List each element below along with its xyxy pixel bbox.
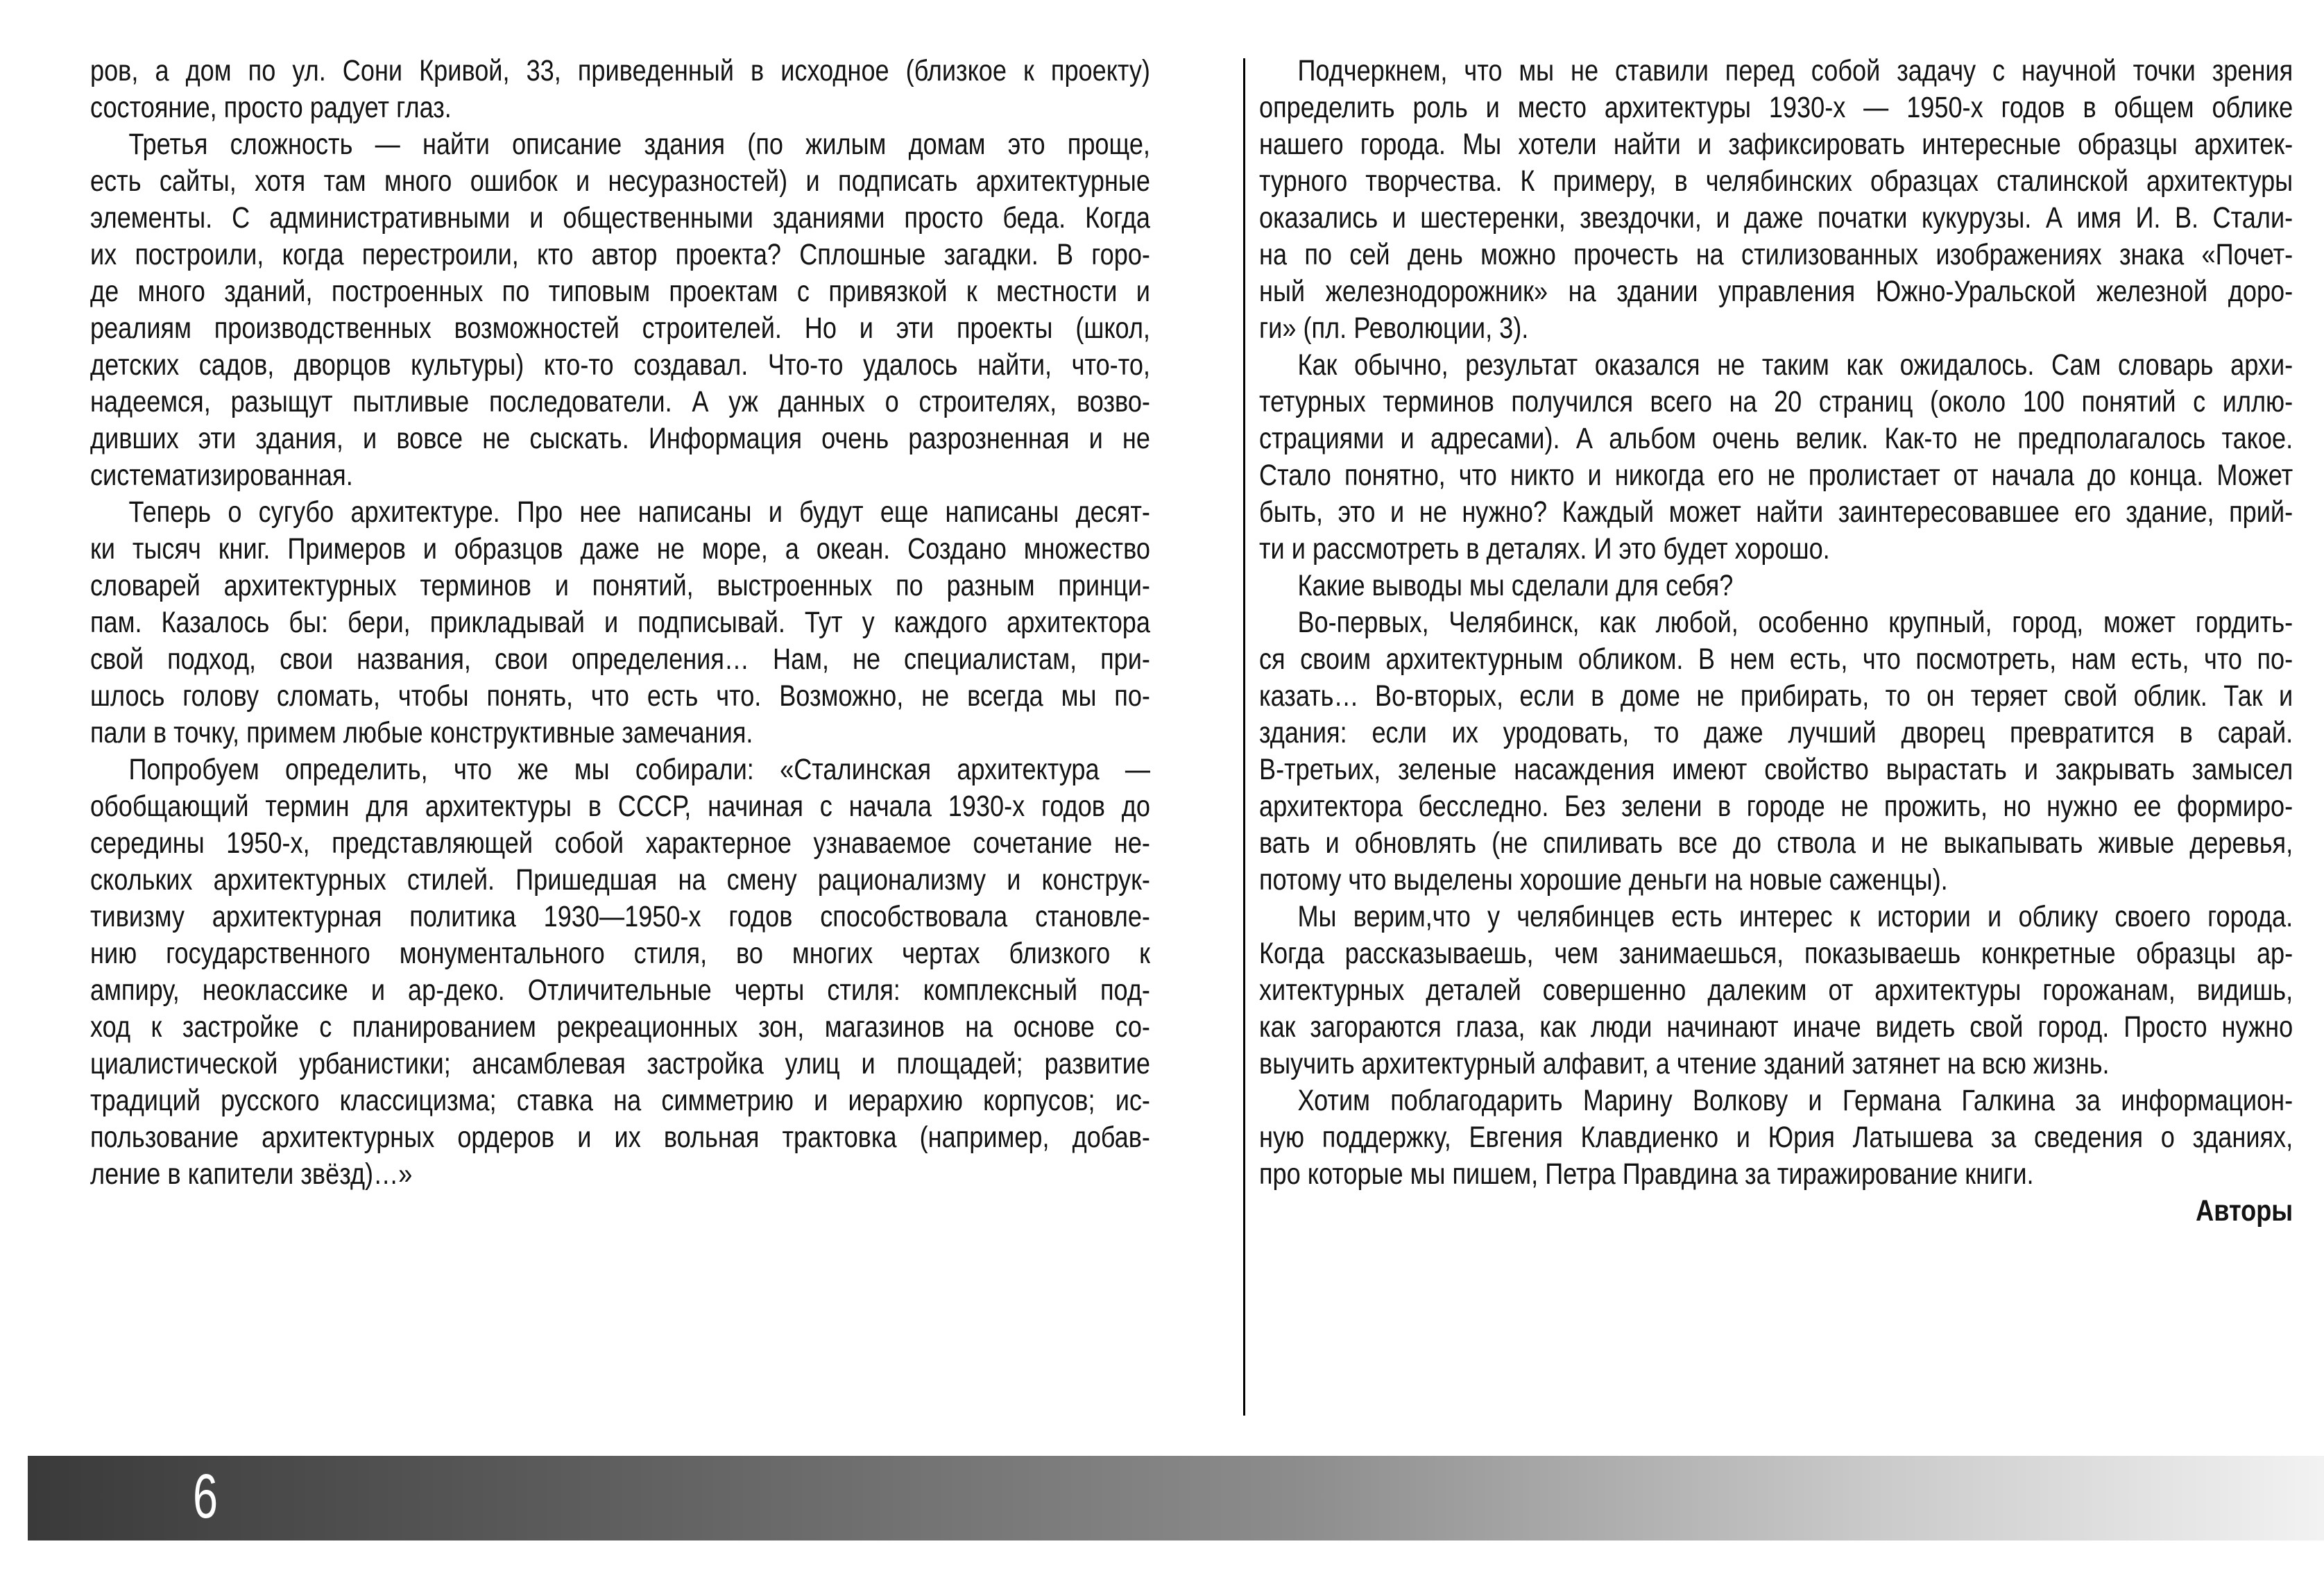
text-line: здания: если их уродовать, то даже лучший дворец превратится в сарай. [1259, 716, 2293, 749]
text-line: быть, это и не нужно? Каждый может найти заинтересовавшее его здание, прий- [1259, 495, 2293, 529]
text-line: вать и обновлять (не спиливать все до ствола и не выкапывать живые деревья, [1259, 826, 2293, 860]
text-line: ление в капители звёзд)…» [90, 1157, 413, 1191]
text-line: систематизированная. [90, 459, 353, 492]
text-line: ки тысяч книг. Примеров и образцов даже не море, а океан. Создано множество [90, 532, 1150, 566]
text-line: нию государственного монументального стиля, во многих чертах близкого к [90, 937, 1150, 970]
text-line: дивших эти здания, и вовсе не сыскать. Информация очень разрозненная и не [90, 422, 1150, 455]
text-line: Хотим поблагодарить Марину Волкову и Германа Галкина за информацион- [1297, 1084, 2293, 1117]
text-line: потому что выделены хорошие деньги на новые саженцы). [1259, 863, 1948, 897]
text-line: про которые мы пишем, Петра Правдина за тиражирование книги. [1259, 1157, 2034, 1191]
text-line: Третья сложность — найти описание здания (по жилым домам это проще, [128, 128, 1150, 161]
text-line: надеемся, разыщут пытливые последователи. А уж данных о строителях, возво- [90, 385, 1150, 418]
text-line: ную поддержку, Евгения Клавдиенко и Юрия Латышева за сведения о зданиях, [1259, 1121, 2293, 1154]
text-line: ампиру, неоклассике и ар-деко. Отличительные черты стиля: комплексный под- [90, 974, 1150, 1007]
text-line: Мы верим,что у челябинцев есть интерес к истории и облику своего города. [1297, 900, 2293, 933]
text-line: как загораются глаза, как люди начинают иначе видеть свой город. Просто нужно [1259, 1010, 2293, 1044]
text-line: словарей архитектурных терминов и понятий, выстроенных по разным принци- [90, 569, 1150, 602]
text-line: Как обычно, результат оказался не таким как ожидалось. Сам словарь архи- [1297, 348, 2293, 382]
text-column-left [90, 53, 1150, 1193]
text-line: Во-первых, Челябинск, как любой, особенно крупный, город, может гордить- [1297, 606, 2293, 639]
text-line: выучить архитектурный алфавит, а чтение зданий затянет на всю жизнь. [1259, 1047, 2110, 1080]
text-line: Подчеркнем, что мы не ставили перед собой задачу с научной точки зрения [1297, 54, 2293, 87]
text-line: пали в точку, примем любые конструктивные замечания. [90, 716, 753, 749]
text-line: середины 1950-х, представляющей собой характерное узнаваемое сочетание не- [90, 826, 1150, 860]
text-line: элементы. С административными и общественными зданиями просто беда. Когда [90, 201, 1150, 235]
text-line: Какие выводы мы сделали для себя? [1297, 569, 1734, 602]
text-line: традиций русского классицизма; ставка на симметрию и иерархию корпусов; ис- [90, 1084, 1150, 1117]
page-number: 6 [193, 1462, 219, 1531]
text-line: детских садов, дворцов культуры) кто-то создавал. Что-то удалось найти, что-то, [90, 348, 1150, 382]
text-line: ход к застройке с планированием рекреационных зон, магазинов на основе со- [90, 1010, 1150, 1044]
text-line: архитектора бесследно. Без зелени в городе не прожить, но нужно ее формиро- [1259, 790, 2293, 823]
text-line: ный железнодорожник» на здании управления Южно-Уральской железной доро- [1259, 275, 2293, 308]
text-line: Когда рассказываешь, чем занимаешься, показываешь конкретные образцы ар- [1259, 937, 2293, 970]
text-line: тетурных терминов получился всего на 20 страниц (около 100 понятий с иллю- [1259, 385, 2293, 418]
text-line: на по сей день можно прочесть на стилизованных изображениях знака «Почет- [1259, 238, 2293, 271]
text-line: их построили, когда перестроили, кто автор проекта? Сплошные загадки. В горо- [90, 238, 1150, 271]
text-line: нашего города. Мы хотели найти и зафиксировать интересные образцы архитек- [1259, 128, 2293, 161]
text-line: турного творчества. К примеру, в челябинских образцах сталинской архитектуры [1259, 164, 2293, 198]
text-line: Стало понятно, что никто и никогда его не пролистает от начала до конца. Может [1259, 459, 2293, 492]
text-line: определить роль и место архитектуры 1930-х — 1950-х годов в общем облике [1259, 91, 2293, 124]
text-line: пользование архитектурных ордеров и их вольная трактовка (например, добав- [90, 1121, 1150, 1154]
text-line: ся своим архитектурным обликом. В нем есть, что посмотреть, нам есть, что по- [1259, 643, 2293, 676]
text-line: обобщающий термин для архитектуры в СССР, начиная с начала 1930-х годов до [90, 790, 1150, 823]
text-line: есть сайты, хотя там много ошибок и несуразностей) и подписать архитектурные [90, 164, 1150, 198]
text-line: оказались и шестеренки, звездочки, и даже початки кукурузы. А имя И. В. Стали- [1259, 201, 2293, 235]
text-line: ров, а дом по ул. Сони Кривой, 33, приведенный в исходное (близкое к проекту) [90, 54, 1150, 87]
text-line: В-третьих, зеленые насаждения имеют свойство вырастать и закрывать замысел [1259, 753, 2293, 786]
text-line: тивизму архитектурная политика 1930—1950-х годов способствовала становле- [90, 900, 1150, 933]
text-line: хитектурных деталей совершенно далеким от архитектуры горожанам, видишь, [1259, 974, 2293, 1007]
text-line: шлось голову сломать, чтобы понять, что есть что. Возможно, не всегда мы по- [90, 679, 1150, 713]
column-divider [1243, 58, 1245, 1416]
text-line: Теперь о сугубо архитектуре. Про нее написаны и будут еще написаны десят- [128, 495, 1150, 529]
text-line: страциями и адресами). А альбом очень велик. Как-то не предполагалось такое. [1259, 422, 2293, 455]
text-line: казать… Во-вторых, если в доме не прибирать, то он теряет свой облик. Так и [1259, 679, 2293, 713]
text-line: ги» (пл. Революции, 3). [1259, 312, 1529, 345]
text-line: циалистической урбанистики; ансамблевая застройка улиц и площадей; развитие [90, 1047, 1150, 1080]
text-line: состояние, просто радует глаз. [90, 91, 452, 124]
text-line: Авторы [2196, 1194, 2293, 1228]
text-line: реалиям производственных возможностей строителей. Но и эти проекты (школ, [90, 312, 1150, 345]
text-line: Попробуем определить, что же мы собирали: «Сталинская архитектура — [128, 753, 1150, 786]
footer-bar [28, 1456, 2324, 1540]
text-line: пам. Казалось бы: бери, прикладывай и подписывай. Тут у каждого архитектора [90, 606, 1150, 639]
text-line: свой подход, свои названия, свои определения… Нам, не специалистам, при- [90, 643, 1150, 676]
text-line: де много зданий, построенных по типовым проектам с привязкой к местности и [90, 275, 1150, 308]
text-line: ти и рассмотреть в деталях. И это будет хорошо. [1259, 532, 1830, 566]
text-column-right [1259, 53, 2293, 1230]
text-line: скольких архитектурных стилей. Пришедшая на смену рационализму и конструк- [90, 863, 1150, 897]
